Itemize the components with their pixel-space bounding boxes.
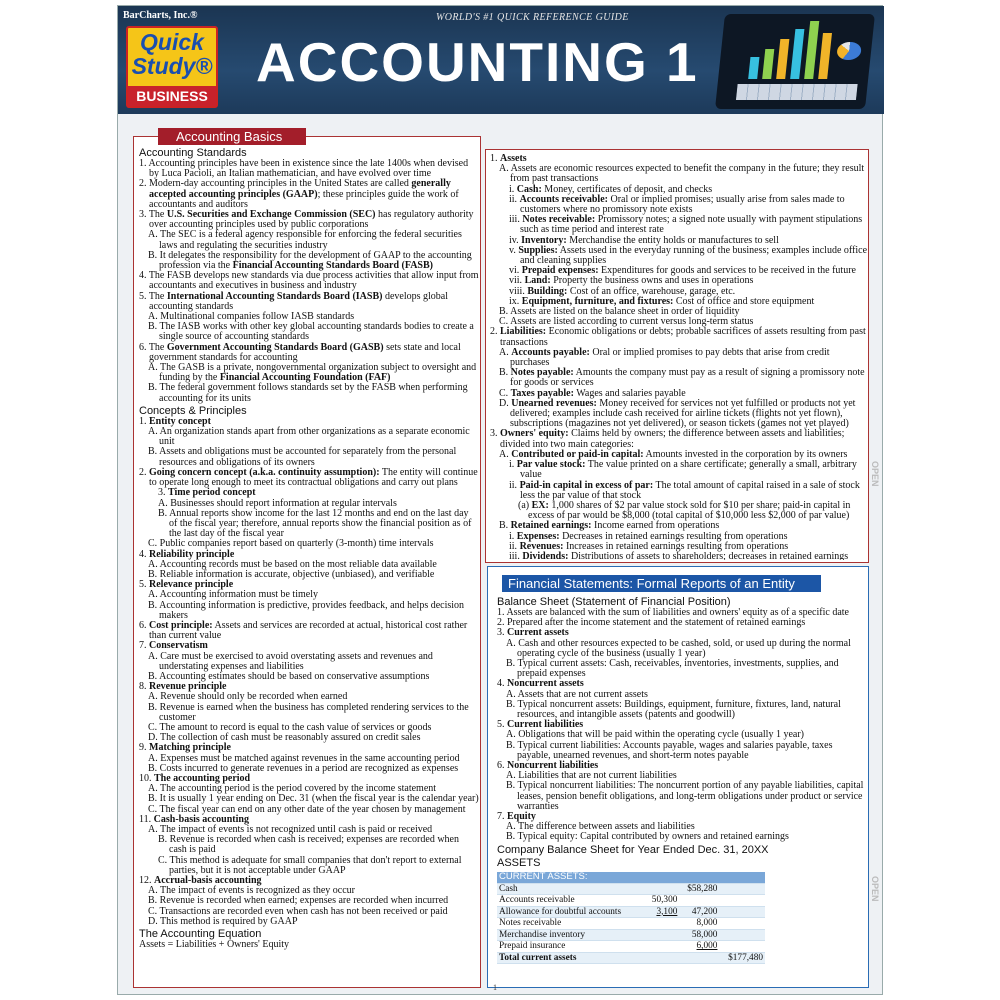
row-value: $58,280	[679, 883, 719, 895]
list-item: i. Expenses: Decreases in retained earnings resulting from operations	[509, 530, 788, 542]
list-item: 11. Cash-basis accounting	[139, 813, 249, 825]
list-item: A. The impact of events is recognized as they occur	[148, 885, 355, 897]
list-item: ix. Equipment, furniture, and fixtures: Cost of office and store equipment	[509, 295, 815, 307]
list-item: B. Assets and obligations must be accounted for separately from the personal resources and obligations of its owners	[148, 446, 457, 468]
row-value: $177,480	[719, 952, 765, 964]
side-tab-open: OPEN	[870, 461, 880, 487]
section-heading: Accounting Basics	[158, 128, 306, 145]
assets-liabilities-panel	[485, 149, 869, 563]
assets-label: ASSETS	[497, 856, 541, 869]
subheading-balance-sheet: Balance Sheet (Statement of Financial Position)	[497, 596, 731, 608]
list-item: A. Accounting records must be based on the most reliable data available	[148, 558, 437, 570]
table-row	[497, 918, 765, 930]
list-item: C. The amount to record is equal to the cash value of services or goods	[148, 721, 432, 733]
tagline: WORLD'S #1 QUICK REFERENCE GUIDE	[436, 12, 629, 23]
list-item: A. Expenses must be matched against revenues in the same accounting period	[148, 752, 460, 764]
list-item: A. Liabilities that are not current liabilities	[506, 770, 677, 782]
list-item: B. Accounting estimates should be based on conservative assumptions	[148, 670, 430, 682]
list-item: B. Costs incurred to generate revenues in a period are recognized as expenses	[148, 762, 459, 774]
row-label: Notes receivable	[497, 918, 645, 930]
list-item: ii. Paid-in capital in excess of par: The total amount of capital raised in a sale of stock less the par value of that stock	[509, 479, 860, 501]
row-value	[719, 918, 765, 930]
balance-sheet-list	[497, 608, 867, 843]
list-item: 1. Accounting principles have been in existence since the late 1400s when devised by Luca Pacioli, an Italian mathematician, and have evolved over time	[139, 158, 469, 180]
row-value	[679, 895, 719, 907]
row-value	[645, 918, 680, 930]
list-item: 2. Going concern concept (a.k.a. continuity assumption): The entity will continue to operate long enough to meet its contractual obligations and carry out plans	[139, 466, 478, 489]
page-number: 1	[493, 983, 497, 992]
list-item: ii. Revenues: Increases in retained earnings resulting from operations	[509, 540, 789, 552]
list-item: 6. Noncurrent liabilities	[497, 760, 599, 772]
list-item: A. The accounting period is the period covered by the income statement	[148, 783, 437, 795]
list-item: 8. Revenue principle	[139, 681, 227, 693]
list-item: 4. The FASB develops new standards via due process activities that allow input from accountants and executives in business and industry	[139, 270, 479, 292]
list-item: B. Reliable information is accurate, objective (unbiased), and verifiable	[148, 568, 435, 580]
list-item: 3. Time period concept	[158, 487, 256, 499]
table-row	[497, 906, 765, 918]
logo-text: Quick Study®	[131, 29, 213, 79]
list-item: 10. The accounting period	[139, 772, 251, 784]
row-value	[645, 883, 680, 895]
list-item: A. Care must be exercised to avoid overstating assets and revenues and understating expenses and liabilities	[148, 650, 433, 672]
list-item: 12. Accrual-basis accounting	[139, 875, 262, 887]
list-item: A. Multinational companies follow IASB standards	[148, 311, 355, 323]
list-item: A. The difference between assets and liabilities	[506, 821, 695, 833]
concepts-list	[139, 417, 479, 927]
list-item: 1. Assets are balanced with the sum of liabilities and owners' equity as of a specific date	[497, 607, 849, 618]
brand-name: BarCharts, Inc.®	[123, 10, 198, 21]
list-item: 4. Reliability principle	[139, 548, 235, 560]
side-tab-open: OPEN	[870, 876, 880, 902]
row-label: Accounts receivable	[497, 895, 645, 907]
list-item: 2. Liabilities: Economic obligations or debts; probable sacrifices of assets resulting from past transactions	[490, 326, 866, 348]
list-item: B. Typical equity: Capital contributed by owners and retained earnings	[506, 831, 789, 843]
list-item: B. Revenue is recorded when cash is received; expenses are recorded when cash is paid	[158, 834, 459, 856]
row-value	[719, 941, 765, 953]
logo-business: BUSINESS	[128, 86, 216, 106]
list-item: B. Typical current assets: Cash, receivables, inventories, investments, supplies, and prepaid expenses	[506, 658, 839, 680]
list-item: 6. The Government Accounting Standards Board (GASB) sets state and local government standards for accounting	[139, 341, 461, 363]
list-item: A. Contributed or paid-in capital: Amounts invested in the corporation by its owners	[499, 448, 848, 460]
financial-statements-panel	[487, 566, 869, 988]
list-item: D. The collection of cash must be reasonably assured on credit sales	[148, 732, 421, 744]
list-item: C. Public companies report based on quarterly (3-month) time intervals	[148, 538, 434, 550]
list-item: A. Accounting information must be timely	[148, 589, 318, 601]
row-value: 6,000	[679, 941, 719, 953]
list-item: 7. Conservatism	[139, 640, 208, 652]
list-item: B. Accounting information is predictive, provides feedback, and helps decision makers	[148, 599, 465, 621]
list-item: B. Typical noncurrent liabilities: The noncurrent portion of any payable liabilities, capital leases, pension benefit obligations, and long-term obligations under product or service warranties	[506, 780, 864, 812]
list-item: 5. The International Accounting Standards Board (IASB) develops global accounting standards	[139, 290, 449, 312]
list-item: B. Revenue is earned when the business has completed rendering services to the customer	[148, 701, 469, 723]
assets-list	[490, 154, 868, 560]
list-item: 3. The U.S. Securities and Exchange Commission (SEC) has regulatory authority over accounting principles used by public corporations	[139, 209, 474, 231]
row-value	[719, 883, 765, 895]
list-item: 3. Owners' equity: Claims held by owners; the difference between assets and liabilities; divided into two main categories:	[490, 428, 845, 450]
page-title: ACCOUNTING 1	[256, 31, 699, 93]
table-row	[497, 883, 765, 895]
list-item: B. Assets are listed on the balance sheet in order of liquidity	[499, 306, 740, 318]
list-item: A. Accounts payable: Oral or implied promises to pay debts that arise from credit purchases	[499, 346, 830, 369]
list-item: C. Transactions are recorded even when cash has not been received or paid	[148, 905, 448, 917]
list-item: 3. Current assets	[497, 627, 569, 639]
list-item: iii. Notes receivable: Promissory notes; a signed note usually with payment stipulations such as time period and interest rate	[509, 214, 863, 236]
row-value	[645, 929, 680, 941]
row-label: Cash	[497, 883, 645, 895]
row-label: Total current assets	[497, 952, 645, 964]
row-value	[645, 941, 680, 953]
list-item: A. Cash and other resources expected to be cashed, sold, or used up during the normal operating cycle of the business (usually 1 year)	[506, 637, 851, 659]
table-header: CURRENT ASSETS:	[497, 872, 765, 884]
row-value: 50,300	[645, 895, 680, 907]
row-value	[719, 929, 765, 941]
row-value: 8,000	[679, 918, 719, 930]
list-item: B. The IASB works with other key global accounting standards bodies to create a single source of accounting standards	[148, 321, 474, 343]
list-item: 2. Prepared after the income statement and the statement of retained earnings	[497, 617, 806, 629]
accounting-basics-panel	[133, 129, 481, 988]
balance-sheet-table	[497, 872, 765, 965]
list-item: 5. Relevance principle	[139, 579, 234, 591]
table-row	[497, 952, 765, 964]
list-item: 7. Equity	[497, 811, 536, 823]
list-item: C. Assets are listed according to current versus long-term status	[499, 316, 754, 328]
header-banner	[118, 6, 884, 114]
row-value	[645, 952, 680, 964]
list-item: 1. Assets	[490, 154, 527, 164]
list-item: B. Typical noncurrent assets: Buildings, equipment, furniture, fixtures, land, natural resources, and intangible assets (patents and goodwill)	[506, 698, 841, 721]
list-item: iii. Dividends: Distributions of assets to shareholders; decreases in retained earnings	[509, 550, 849, 560]
list-item: B. Typical current liabilities: Accounts payable, wages and salaries payable, taxes payable, unearned revenues, and short-term notes payable	[506, 739, 833, 761]
subheading-equation: The Accounting Equation	[139, 928, 262, 941]
row-value: 58,000	[679, 929, 719, 941]
list-item: 1. Entity concept	[139, 415, 211, 427]
list-item: B. It is usually 1 year ending on Dec. 31 (when the fiscal year is the calendar year)	[148, 793, 479, 805]
row-value: 3,100	[645, 906, 680, 918]
list-item: B. Retained earnings: Income earned from operations	[499, 520, 720, 532]
list-item: D. This method is required by GAAP	[148, 915, 298, 927]
list-item: i. Par value stock: The value printed on a share certificate; generally a small, arbitrary value	[509, 459, 857, 481]
standards-list	[139, 159, 479, 404]
list-item: A. The GASB is a private, nongovernmental organization subject to oversight and funding by the Financial Accounting Foundation (FAF)	[148, 362, 477, 384]
list-item: A. Obligations that will be paid within the operating cycle (usually 1 year)	[506, 729, 804, 741]
section-heading: Financial Statements: Formal Reports of an Entity	[502, 575, 821, 592]
accounting-equation: Assets = Liabilities + Owners' Equity	[139, 939, 290, 951]
list-item: 2. Modern-day accounting principles in the United States are called generally accepted accounting principles (GAAP); these principles guide the work of accountants and auditors	[139, 178, 459, 210]
list-item: i. Cash: Money, certificates of deposit, and checks	[509, 183, 713, 195]
list-item: 5. Current liabilities	[497, 719, 584, 731]
list-item: vii. Land: Property the business owns and uses in operations	[509, 275, 754, 287]
list-item: C. The fiscal year can end on any other date of the year chosen by management	[148, 803, 466, 815]
guide-page	[117, 5, 883, 995]
list-item: 9. Matching principle	[139, 742, 231, 754]
list-item: vi. Prepaid expenses: Expenditures for goods and services to be received in the future	[509, 265, 856, 277]
row-value: 47,200	[679, 906, 719, 918]
quickstudy-logo	[126, 26, 218, 108]
row-label: Merchandise inventory	[497, 929, 645, 941]
list-item: ii. Accounts receivable: Oral or implied promises; usually arise from sales made to customers where no promissory note exists	[509, 193, 845, 216]
list-item: C. This method is adequate for small companies that don't report to external parties, but it is not acceptable under GAAP	[158, 854, 462, 876]
row-label: Allowance for doubtful accounts	[497, 906, 645, 918]
table-row	[497, 929, 765, 941]
list-item: v. Supplies: Assets used in the everyday running of the business; examples include office and cleaning supplies	[509, 244, 868, 267]
list-item: 4. Noncurrent assets	[497, 678, 584, 690]
subheading-concepts: Concepts & Principles	[139, 404, 247, 417]
list-item: viii. Building: Cost of an office, warehouse, garage, etc.	[509, 285, 736, 297]
list-item: A. The impact of events is not recognized until cash is paid or received	[148, 824, 433, 835]
list-item: A. Revenue should only be recorded when earned	[148, 691, 348, 703]
list-item: 6. Cost principle: Assets and services are recorded at actual, historical cost rather than current value	[139, 619, 468, 642]
list-item: A. An organization stands apart from other organizations as a separate economic unit	[148, 426, 470, 448]
subheading-standards: Accounting Standards	[139, 147, 247, 159]
list-item: D. Unearned revenues: Money received for services not yet fulfilled or products not yet delivered; examples include cash received for airline tickets (flights not yet flown), subscriptions (magazines not yet delivered), or season tickets (games not yet played)	[499, 397, 856, 430]
row-label: Prepaid insurance	[497, 941, 645, 953]
list-item: B. Annual reports show income for the last 12 months and end on the last day of the fiscal year; therefore, annual reports show the financial position as of the last day of the fiscal year	[158, 507, 472, 540]
list-item: iv. Inventory: Merchandise the entity holds or manufactures to sell	[509, 234, 779, 246]
list-item: A. Assets that are not current assets	[506, 688, 648, 700]
row-value	[679, 952, 719, 964]
list-item: (a) EX: 1,000 shares of $2 par value stock sold for $10 per share; paid-in capital in excess of par would be $8,000 (total capital of $10,000 less $2,000 of par value)	[518, 499, 851, 522]
row-value	[719, 906, 765, 918]
tablet-chart-icon	[715, 14, 875, 109]
row-value	[719, 895, 765, 907]
list-item: A. Businesses should report information at regular intervals	[158, 497, 397, 509]
table-row	[497, 941, 765, 953]
list-item: B. The federal government follows standards set by the FASB when performing accounting for its units	[148, 382, 468, 404]
table-row	[497, 895, 765, 907]
list-item: B. It delegates the responsibility for the development of GAAP to the accounting profession via the Financial Accounting Standards Board (FASB)	[148, 249, 472, 272]
list-item: B. Notes payable: Amounts the company must pay as a result of signing a promissory note for goods or services	[499, 367, 865, 389]
list-item: A. The SEC is a federal agency responsible for enforcing the federal securities laws and regulating the securities industry	[148, 229, 462, 251]
list-item: B. Revenue is recorded when earned; expenses are recorded when incurred	[148, 895, 449, 907]
list-item: A. Assets are economic resources expected to benefit the company in the future; they result from past transactions	[499, 163, 865, 185]
company-balance-sheet-title: Company Balance Sheet for Year Ended Dec. 31, 20XX	[497, 843, 769, 856]
list-item: C. Taxes payable: Wages and salaries payable	[499, 387, 686, 399]
